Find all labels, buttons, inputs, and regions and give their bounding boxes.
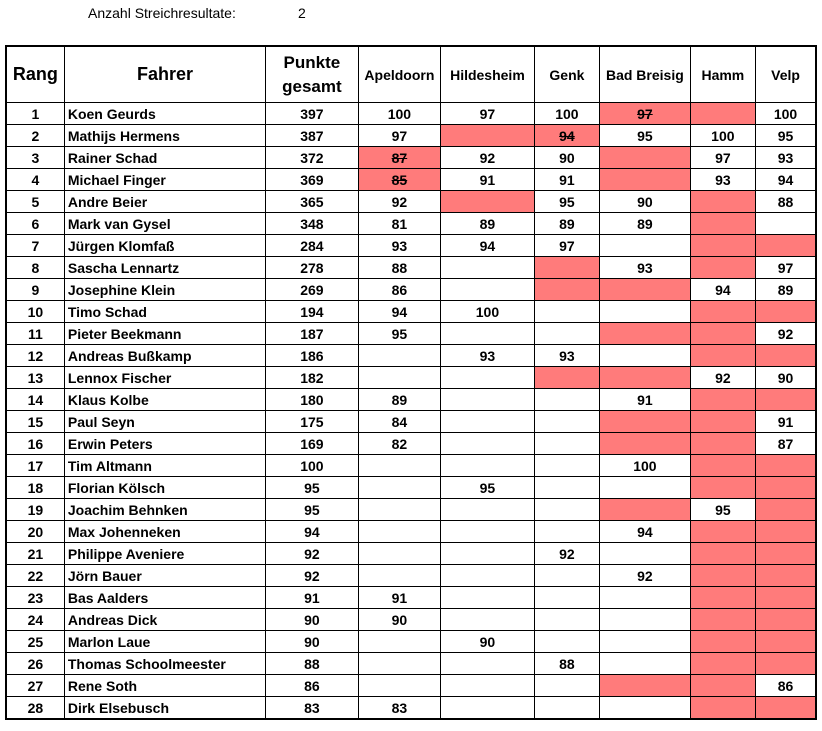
race-result-cell bbox=[441, 697, 535, 720]
table-row bbox=[6, 433, 816, 455]
race-result-cell: 94 bbox=[600, 521, 691, 543]
table-row bbox=[6, 499, 816, 521]
race-result-cell bbox=[441, 323, 535, 345]
race-result-cell bbox=[690, 389, 755, 411]
race-result-cell bbox=[756, 521, 816, 543]
table-row bbox=[6, 477, 816, 499]
total-points-cell: 91 bbox=[266, 587, 359, 609]
table-row bbox=[6, 323, 816, 345]
race-result-cell: 100 bbox=[441, 301, 535, 323]
race-result-cell: 92 bbox=[756, 323, 816, 345]
race-result-cell bbox=[600, 169, 691, 191]
race-result-cell bbox=[690, 675, 755, 697]
rank-cell: 27 bbox=[6, 675, 64, 697]
col-header-bad-breisig: Bad Breisig bbox=[600, 46, 691, 103]
race-result-cell bbox=[358, 543, 441, 565]
rank-cell: 6 bbox=[6, 213, 64, 235]
race-result-cell bbox=[441, 411, 535, 433]
race-result-cell: 87 bbox=[756, 433, 816, 455]
race-result-cell: 97 bbox=[441, 103, 535, 125]
table-row bbox=[6, 235, 816, 257]
race-result-cell: 95 bbox=[358, 323, 441, 345]
rank-cell: 23 bbox=[6, 587, 64, 609]
rank-cell: 11 bbox=[6, 323, 64, 345]
total-points-cell: 88 bbox=[266, 653, 359, 675]
total-points-cell: 175 bbox=[266, 411, 359, 433]
total-points-cell: 387 bbox=[266, 125, 359, 147]
race-result-cell bbox=[600, 653, 691, 675]
race-result-cell bbox=[534, 389, 599, 411]
total-points-cell: 269 bbox=[266, 279, 359, 301]
race-result-cell bbox=[690, 323, 755, 345]
race-result-cell bbox=[534, 367, 599, 389]
driver-name-cell: Rainer Schad bbox=[64, 147, 265, 169]
race-result-cell bbox=[358, 499, 441, 521]
race-result-cell: 89 bbox=[756, 279, 816, 301]
race-result-cell bbox=[756, 631, 816, 653]
race-result-cell: 92 bbox=[690, 367, 755, 389]
table-row bbox=[6, 389, 816, 411]
total-points-cell: 94 bbox=[266, 521, 359, 543]
race-result-cell bbox=[690, 301, 755, 323]
driver-name-cell: Tim Altmann bbox=[64, 455, 265, 477]
rank-cell: 20 bbox=[6, 521, 64, 543]
driver-name-cell: Sascha Lennartz bbox=[64, 257, 265, 279]
col-header-apeldoorn: Apeldoorn bbox=[358, 46, 441, 103]
race-result-cell bbox=[441, 565, 535, 587]
table-row bbox=[6, 609, 816, 631]
rank-cell: 1 bbox=[6, 103, 64, 125]
race-result-cell bbox=[534, 697, 599, 720]
race-result-cell bbox=[756, 235, 816, 257]
streichresultate-label: Anzahl Streichresultate: bbox=[88, 5, 236, 21]
total-points-cell: 90 bbox=[266, 631, 359, 653]
race-result-cell bbox=[600, 609, 691, 631]
race-result-cell bbox=[534, 411, 599, 433]
table-row bbox=[6, 125, 816, 147]
race-result-cell bbox=[600, 675, 691, 697]
total-points-cell: 169 bbox=[266, 433, 359, 455]
race-result-cell bbox=[358, 653, 441, 675]
race-result-cell: 88 bbox=[534, 653, 599, 675]
race-result-cell bbox=[600, 301, 691, 323]
race-result-cell: 92 bbox=[600, 565, 691, 587]
driver-name-cell: Pieter Beekmann bbox=[64, 323, 265, 345]
race-result-cell bbox=[534, 323, 599, 345]
rank-cell: 10 bbox=[6, 301, 64, 323]
driver-name-cell: Rene Soth bbox=[64, 675, 265, 697]
race-result-cell bbox=[600, 697, 691, 720]
race-result-cell: 97 bbox=[600, 103, 691, 125]
rank-cell: 9 bbox=[6, 279, 64, 301]
race-result-cell: 83 bbox=[358, 697, 441, 720]
total-points-cell: 365 bbox=[266, 191, 359, 213]
race-result-cell bbox=[690, 235, 755, 257]
race-result-cell bbox=[600, 147, 691, 169]
total-points-cell: 95 bbox=[266, 477, 359, 499]
race-result-cell: 94 bbox=[441, 235, 535, 257]
race-result-cell: 85 bbox=[358, 169, 441, 191]
table-row bbox=[6, 653, 816, 675]
race-result-cell bbox=[600, 279, 691, 301]
race-result-cell bbox=[358, 521, 441, 543]
race-result-cell: 95 bbox=[756, 125, 816, 147]
rank-cell: 17 bbox=[6, 455, 64, 477]
total-points-cell: 186 bbox=[266, 345, 359, 367]
race-result-cell bbox=[600, 499, 691, 521]
table-row bbox=[6, 521, 816, 543]
driver-name-cell: Max Johenneken bbox=[64, 521, 265, 543]
total-points-cell: 372 bbox=[266, 147, 359, 169]
race-result-cell: 86 bbox=[358, 279, 441, 301]
race-result-cell: 89 bbox=[441, 213, 535, 235]
table-row bbox=[6, 257, 816, 279]
race-result-cell bbox=[600, 543, 691, 565]
race-result-cell bbox=[358, 345, 441, 367]
race-result-cell bbox=[441, 543, 535, 565]
race-result-cell bbox=[600, 411, 691, 433]
race-result-cell: 100 bbox=[756, 103, 816, 125]
standings-body bbox=[6, 103, 816, 720]
race-result-cell: 97 bbox=[756, 257, 816, 279]
total-points-cell: 182 bbox=[266, 367, 359, 389]
race-result-cell: 93 bbox=[600, 257, 691, 279]
race-result-cell bbox=[441, 257, 535, 279]
table-row bbox=[6, 455, 816, 477]
table-row bbox=[6, 191, 816, 213]
race-result-cell: 97 bbox=[534, 235, 599, 257]
race-result-cell: 90 bbox=[441, 631, 535, 653]
table-row bbox=[6, 543, 816, 565]
driver-name-cell: Florian Kölsch bbox=[64, 477, 265, 499]
col-header-fahrer: Fahrer bbox=[64, 46, 265, 103]
col-header-punkte: Punkte gesamt bbox=[266, 46, 359, 103]
table-row bbox=[6, 147, 816, 169]
race-result-cell: 92 bbox=[358, 191, 441, 213]
race-result-cell bbox=[756, 653, 816, 675]
race-result-cell: 93 bbox=[756, 147, 816, 169]
col-header-velp: Velp bbox=[756, 46, 816, 103]
race-result-cell bbox=[441, 279, 535, 301]
race-result-cell bbox=[690, 455, 755, 477]
total-points-cell: 180 bbox=[266, 389, 359, 411]
table-row bbox=[6, 565, 816, 587]
race-result-cell bbox=[756, 587, 816, 609]
rank-cell: 12 bbox=[6, 345, 64, 367]
driver-name-cell: Bas Aalders bbox=[64, 587, 265, 609]
race-result-cell: 94 bbox=[534, 125, 599, 147]
total-points-cell: 348 bbox=[266, 213, 359, 235]
rank-cell: 24 bbox=[6, 609, 64, 631]
race-result-cell: 95 bbox=[534, 191, 599, 213]
race-result-cell bbox=[441, 455, 535, 477]
race-result-cell bbox=[600, 367, 691, 389]
race-result-cell bbox=[358, 455, 441, 477]
driver-name-cell: Philippe Aveniere bbox=[64, 543, 265, 565]
race-result-cell: 87 bbox=[358, 147, 441, 169]
race-result-cell bbox=[756, 697, 816, 720]
driver-name-cell: Paul Seyn bbox=[64, 411, 265, 433]
race-result-cell bbox=[690, 653, 755, 675]
race-result-cell: 100 bbox=[690, 125, 755, 147]
race-result-cell: 91 bbox=[600, 389, 691, 411]
driver-name-cell: Thomas Schoolmeester bbox=[64, 653, 265, 675]
table-row bbox=[6, 345, 816, 367]
race-result-cell: 92 bbox=[534, 543, 599, 565]
rank-cell: 8 bbox=[6, 257, 64, 279]
driver-name-cell: Andre Beier bbox=[64, 191, 265, 213]
rank-cell: 7 bbox=[6, 235, 64, 257]
race-result-cell bbox=[600, 323, 691, 345]
race-result-cell: 93 bbox=[358, 235, 441, 257]
race-result-cell: 89 bbox=[358, 389, 441, 411]
race-result-cell bbox=[756, 455, 816, 477]
col-header-hildesheim: Hildesheim bbox=[441, 46, 535, 103]
race-result-cell: 100 bbox=[534, 103, 599, 125]
standings-table bbox=[5, 45, 817, 720]
driver-name-cell: Koen Geurds bbox=[64, 103, 265, 125]
total-points-cell: 397 bbox=[266, 103, 359, 125]
total-points-cell: 187 bbox=[266, 323, 359, 345]
race-result-cell bbox=[690, 213, 755, 235]
streichresultate-value: 2 bbox=[298, 5, 306, 21]
race-result-cell bbox=[534, 609, 599, 631]
race-result-cell: 90 bbox=[756, 367, 816, 389]
race-result-cell bbox=[690, 543, 755, 565]
race-result-cell: 89 bbox=[534, 213, 599, 235]
race-result-cell: 97 bbox=[358, 125, 441, 147]
race-result-cell: 97 bbox=[690, 147, 755, 169]
col-header-genk: Genk bbox=[534, 46, 599, 103]
race-result-cell bbox=[441, 653, 535, 675]
total-points-cell: 83 bbox=[266, 697, 359, 720]
driver-name-cell: Joachim Behnken bbox=[64, 499, 265, 521]
race-result-cell: 90 bbox=[534, 147, 599, 169]
rank-cell: 5 bbox=[6, 191, 64, 213]
race-result-cell bbox=[441, 125, 535, 147]
race-result-cell bbox=[358, 631, 441, 653]
driver-name-cell: Mark van Gysel bbox=[64, 213, 265, 235]
rank-cell: 2 bbox=[6, 125, 64, 147]
driver-name-cell: Timo Schad bbox=[64, 301, 265, 323]
total-points-cell: 86 bbox=[266, 675, 359, 697]
rank-cell: 21 bbox=[6, 543, 64, 565]
race-result-cell: 100 bbox=[600, 455, 691, 477]
race-result-cell: 93 bbox=[534, 345, 599, 367]
table-row bbox=[6, 169, 816, 191]
driver-name-cell: Erwin Peters bbox=[64, 433, 265, 455]
race-result-cell bbox=[534, 587, 599, 609]
race-result-cell bbox=[690, 521, 755, 543]
race-result-cell bbox=[756, 389, 816, 411]
race-result-cell bbox=[441, 587, 535, 609]
streichresultate-info bbox=[88, 5, 306, 21]
race-result-cell: 95 bbox=[441, 477, 535, 499]
driver-name-cell: Dirk Elsebusch bbox=[64, 697, 265, 720]
table-row bbox=[6, 587, 816, 609]
race-result-cell bbox=[756, 301, 816, 323]
driver-name-cell: Mathijs Hermens bbox=[64, 125, 265, 147]
header-row bbox=[6, 46, 816, 103]
race-result-cell bbox=[441, 609, 535, 631]
race-result-cell bbox=[534, 433, 599, 455]
race-result-cell bbox=[756, 609, 816, 631]
driver-name-cell: Jörn Bauer bbox=[64, 565, 265, 587]
total-points-cell: 92 bbox=[266, 543, 359, 565]
race-result-cell bbox=[534, 455, 599, 477]
total-points-cell: 278 bbox=[266, 257, 359, 279]
race-result-cell bbox=[441, 499, 535, 521]
race-result-cell bbox=[358, 367, 441, 389]
race-result-cell: 89 bbox=[600, 213, 691, 235]
race-result-cell bbox=[534, 279, 599, 301]
race-result-cell bbox=[690, 257, 755, 279]
table-row bbox=[6, 213, 816, 235]
race-result-cell: 91 bbox=[441, 169, 535, 191]
race-result-cell bbox=[690, 631, 755, 653]
race-result-cell: 95 bbox=[690, 499, 755, 521]
race-result-cell bbox=[441, 675, 535, 697]
col-header-rang: Rang bbox=[6, 46, 64, 103]
race-result-cell bbox=[600, 235, 691, 257]
race-result-cell: 100 bbox=[358, 103, 441, 125]
race-result-cell bbox=[690, 587, 755, 609]
race-result-cell bbox=[600, 345, 691, 367]
race-result-cell bbox=[358, 477, 441, 499]
race-result-cell bbox=[534, 675, 599, 697]
table-row bbox=[6, 697, 816, 720]
race-result-cell bbox=[534, 499, 599, 521]
total-points-cell: 194 bbox=[266, 301, 359, 323]
table-row bbox=[6, 301, 816, 323]
rank-cell: 3 bbox=[6, 147, 64, 169]
race-result-cell bbox=[690, 103, 755, 125]
race-result-cell: 94 bbox=[690, 279, 755, 301]
total-points-cell: 95 bbox=[266, 499, 359, 521]
race-result-cell bbox=[690, 191, 755, 213]
race-result-cell: 91 bbox=[534, 169, 599, 191]
race-result-cell: 92 bbox=[441, 147, 535, 169]
race-result-cell: 88 bbox=[358, 257, 441, 279]
race-result-cell bbox=[441, 433, 535, 455]
race-result-cell bbox=[441, 521, 535, 543]
table-row bbox=[6, 367, 816, 389]
race-result-cell: 81 bbox=[358, 213, 441, 235]
race-result-cell bbox=[534, 631, 599, 653]
rank-cell: 18 bbox=[6, 477, 64, 499]
driver-name-cell: Marlon Laue bbox=[64, 631, 265, 653]
race-result-cell: 86 bbox=[756, 675, 816, 697]
race-result-cell bbox=[756, 565, 816, 587]
race-result-cell: 94 bbox=[358, 301, 441, 323]
race-result-cell bbox=[534, 301, 599, 323]
table-row bbox=[6, 279, 816, 301]
race-result-cell bbox=[690, 565, 755, 587]
race-result-cell: 95 bbox=[600, 125, 691, 147]
race-result-cell bbox=[600, 587, 691, 609]
driver-name-cell: Michael Finger bbox=[64, 169, 265, 191]
driver-name-cell: Lennox Fischer bbox=[64, 367, 265, 389]
race-result-cell: 90 bbox=[600, 191, 691, 213]
total-points-cell: 369 bbox=[266, 169, 359, 191]
race-result-cell bbox=[756, 345, 816, 367]
total-points-cell: 100 bbox=[266, 455, 359, 477]
race-result-cell bbox=[358, 675, 441, 697]
rank-cell: 28 bbox=[6, 697, 64, 720]
driver-name-cell: Josephine Klein bbox=[64, 279, 265, 301]
race-result-cell bbox=[690, 411, 755, 433]
race-result-cell bbox=[756, 543, 816, 565]
race-result-cell bbox=[534, 477, 599, 499]
race-result-cell bbox=[690, 697, 755, 720]
total-points-cell: 90 bbox=[266, 609, 359, 631]
race-result-cell: 93 bbox=[690, 169, 755, 191]
col-header-hamm: Hamm bbox=[690, 46, 755, 103]
race-result-cell: 93 bbox=[441, 345, 535, 367]
rank-cell: 16 bbox=[6, 433, 64, 455]
race-result-cell bbox=[534, 565, 599, 587]
total-points-cell: 284 bbox=[266, 235, 359, 257]
race-result-cell: 82 bbox=[358, 433, 441, 455]
race-result-cell bbox=[756, 213, 816, 235]
race-result-cell bbox=[534, 521, 599, 543]
race-result-cell bbox=[441, 367, 535, 389]
race-result-cell bbox=[358, 565, 441, 587]
driver-name-cell: Andreas Dick bbox=[64, 609, 265, 631]
race-result-cell bbox=[690, 477, 755, 499]
race-result-cell bbox=[600, 631, 691, 653]
race-result-cell bbox=[690, 609, 755, 631]
race-result-cell: 88 bbox=[756, 191, 816, 213]
driver-name-cell: Jürgen Klomfaß bbox=[64, 235, 265, 257]
race-result-cell: 90 bbox=[358, 609, 441, 631]
race-result-cell bbox=[600, 477, 691, 499]
race-result-cell bbox=[441, 389, 535, 411]
table-row bbox=[6, 675, 816, 697]
rank-cell: 26 bbox=[6, 653, 64, 675]
race-result-cell: 84 bbox=[358, 411, 441, 433]
driver-name-cell: Klaus Kolbe bbox=[64, 389, 265, 411]
table-row bbox=[6, 103, 816, 125]
driver-name-cell: Andreas Bußkamp bbox=[64, 345, 265, 367]
rank-cell: 13 bbox=[6, 367, 64, 389]
total-points-cell: 92 bbox=[266, 565, 359, 587]
race-result-cell: 91 bbox=[358, 587, 441, 609]
rank-cell: 25 bbox=[6, 631, 64, 653]
rank-cell: 15 bbox=[6, 411, 64, 433]
race-result-cell: 94 bbox=[756, 169, 816, 191]
race-result-cell bbox=[600, 433, 691, 455]
rank-cell: 14 bbox=[6, 389, 64, 411]
race-result-cell bbox=[690, 433, 755, 455]
race-result-cell: 91 bbox=[756, 411, 816, 433]
race-result-cell bbox=[756, 477, 816, 499]
table-row bbox=[6, 631, 816, 653]
race-result-cell bbox=[756, 499, 816, 521]
race-result-cell bbox=[534, 257, 599, 279]
rank-cell: 22 bbox=[6, 565, 64, 587]
race-result-cell bbox=[690, 345, 755, 367]
rank-cell: 4 bbox=[6, 169, 64, 191]
table-row bbox=[6, 411, 816, 433]
race-result-cell bbox=[441, 191, 535, 213]
rank-cell: 19 bbox=[6, 499, 64, 521]
